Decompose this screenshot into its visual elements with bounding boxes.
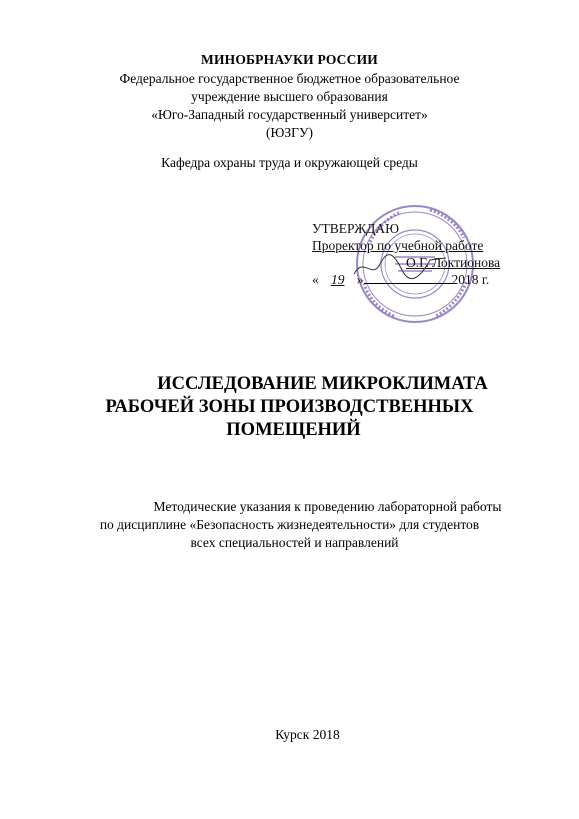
title-line-1: ИССЛЕДОВАНИЕ МИКРОКЛИМАТА [157, 374, 488, 394]
date-year: 2018 г. [451, 272, 490, 287]
description-line-2: по дисциплине «Безопасность жизнедеятельности» для студентов [99, 517, 480, 532]
signature-icon [350, 250, 460, 284]
title-line-2: РАБОЧЕЙ ЗОНЫ ПРОИЗВОДСТВЕННЫХ [105, 397, 474, 417]
date-day: 19 [331, 272, 345, 287]
document-description [0, 498, 579, 552]
approval-line-2: Проректор по учебной работе [312, 238, 484, 253]
org-line: Федеральное государственное бюджетное образовательное [119, 71, 460, 86]
university-name-block [0, 70, 579, 142]
org-line: «Юго-Западный государственный университет» [151, 107, 428, 122]
date-quote-close: » [356, 272, 364, 287]
org-line: (ЮЗГУ) [266, 125, 313, 140]
department-name: Кафедра охраны труда и окружающей среды [161, 155, 418, 170]
document-title [0, 373, 579, 442]
city-year: Курск 2018 [275, 727, 340, 742]
date-quote-open: « [312, 272, 319, 287]
ministry-name: МИНОБРНАУКИ РОССИИ [201, 52, 378, 67]
description-line-3: всех специальностей и направлений [190, 535, 399, 550]
org-line: учреждение высшего образования [191, 89, 388, 104]
description-line-1: Методические указания к проведению лабораторной работы [153, 499, 502, 514]
signatory-name: О.Г. Локтионова [406, 255, 501, 270]
title-line-3: ПОМЕЩЕНИЙ [226, 420, 361, 440]
approval-line-1: УТВЕРЖДАЮ [312, 221, 400, 236]
approval-stamp-block [298, 200, 546, 328]
